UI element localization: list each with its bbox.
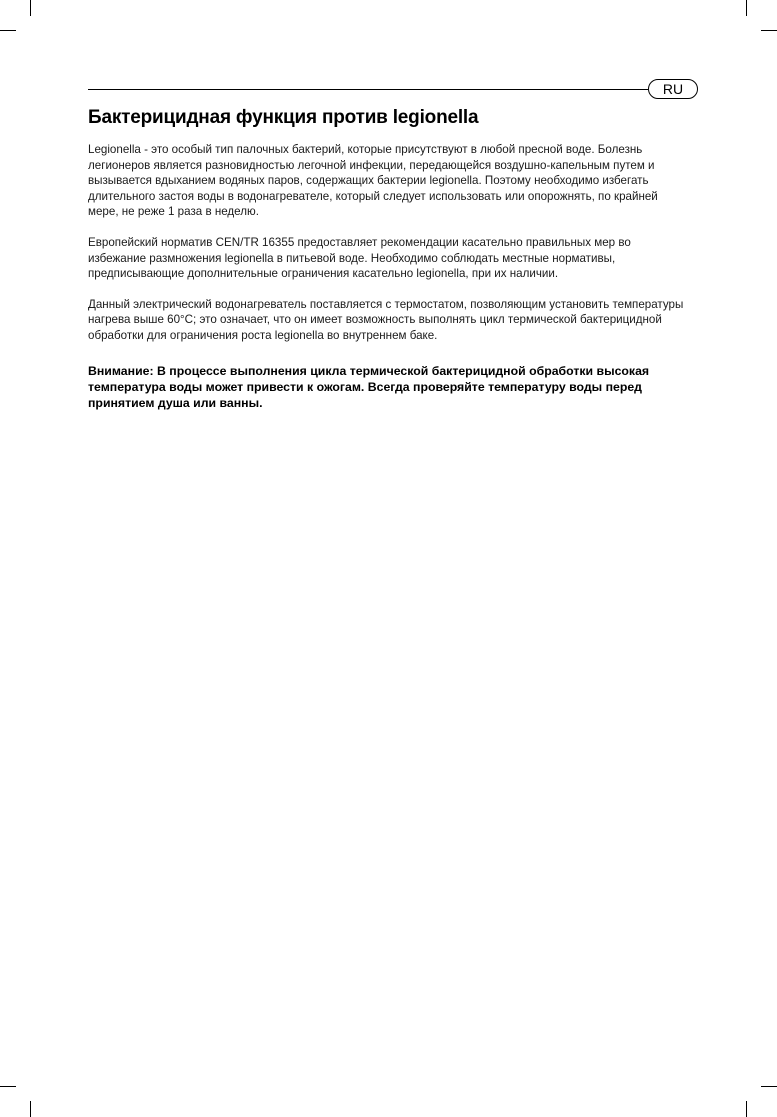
crop-mark-top-right-h <box>761 30 777 31</box>
document-body <box>88 106 688 412</box>
crop-mark-top-right <box>746 0 747 16</box>
crop-mark-top-left-h <box>0 30 16 31</box>
crop-mark-bottom-right-h <box>761 1086 777 1087</box>
crop-mark-top-left <box>30 0 31 16</box>
crop-mark-bottom-right <box>746 1101 747 1117</box>
header-rule <box>88 89 648 90</box>
warning-text: Внимание: В процессе выполнения цикла термической бактерицидной обработки высокая температура воды может привести к ожогам. Всегда проверяйте температуру воды перед принятием душа или ванны. <box>88 363 650 411</box>
paragraph-legionella-intro: Legionella - это особый тип палочных бактерий, которые присутствуют в любой пресной воде. Болезнь легионеров является разновидностью легочной инфекции, передающейся воздушно-капельным путем и вызывается вдыханием водяных паров, содержащих бактерии legionella. Поэтому необходимо избегать длительного застоя воды в водонагревателе, который следует использовать или опорожнять, по крайней мере, не реже 1 раза в неделю. <box>88 143 658 219</box>
paragraph-thermostat: Данный электрический водонагреватель поставляется с термостатом, позволяющим установить температуры нагрева выше 60°C; это означает, что он имеет возможность выполнять цикл термической бактерицидной обработки для ограничения роста legionella во внутреннем баке. <box>88 297 684 342</box>
language-badge: RU <box>648 79 698 99</box>
page-title: Бактерицидная функция против legionella <box>88 107 479 128</box>
crop-mark-bottom-left <box>30 1101 31 1117</box>
crop-mark-bottom-left-h <box>0 1086 16 1087</box>
paragraph-european-norm: Европейский норматив CEN/TR 16355 предоставляет рекомендации касательно правильных мер во избежание размножения legionella в питьевой воде. Необходимо соблюдать местные нормативы, предписывающие дополнительные ограничения касательно legionella, при их наличии. <box>88 235 631 281</box>
